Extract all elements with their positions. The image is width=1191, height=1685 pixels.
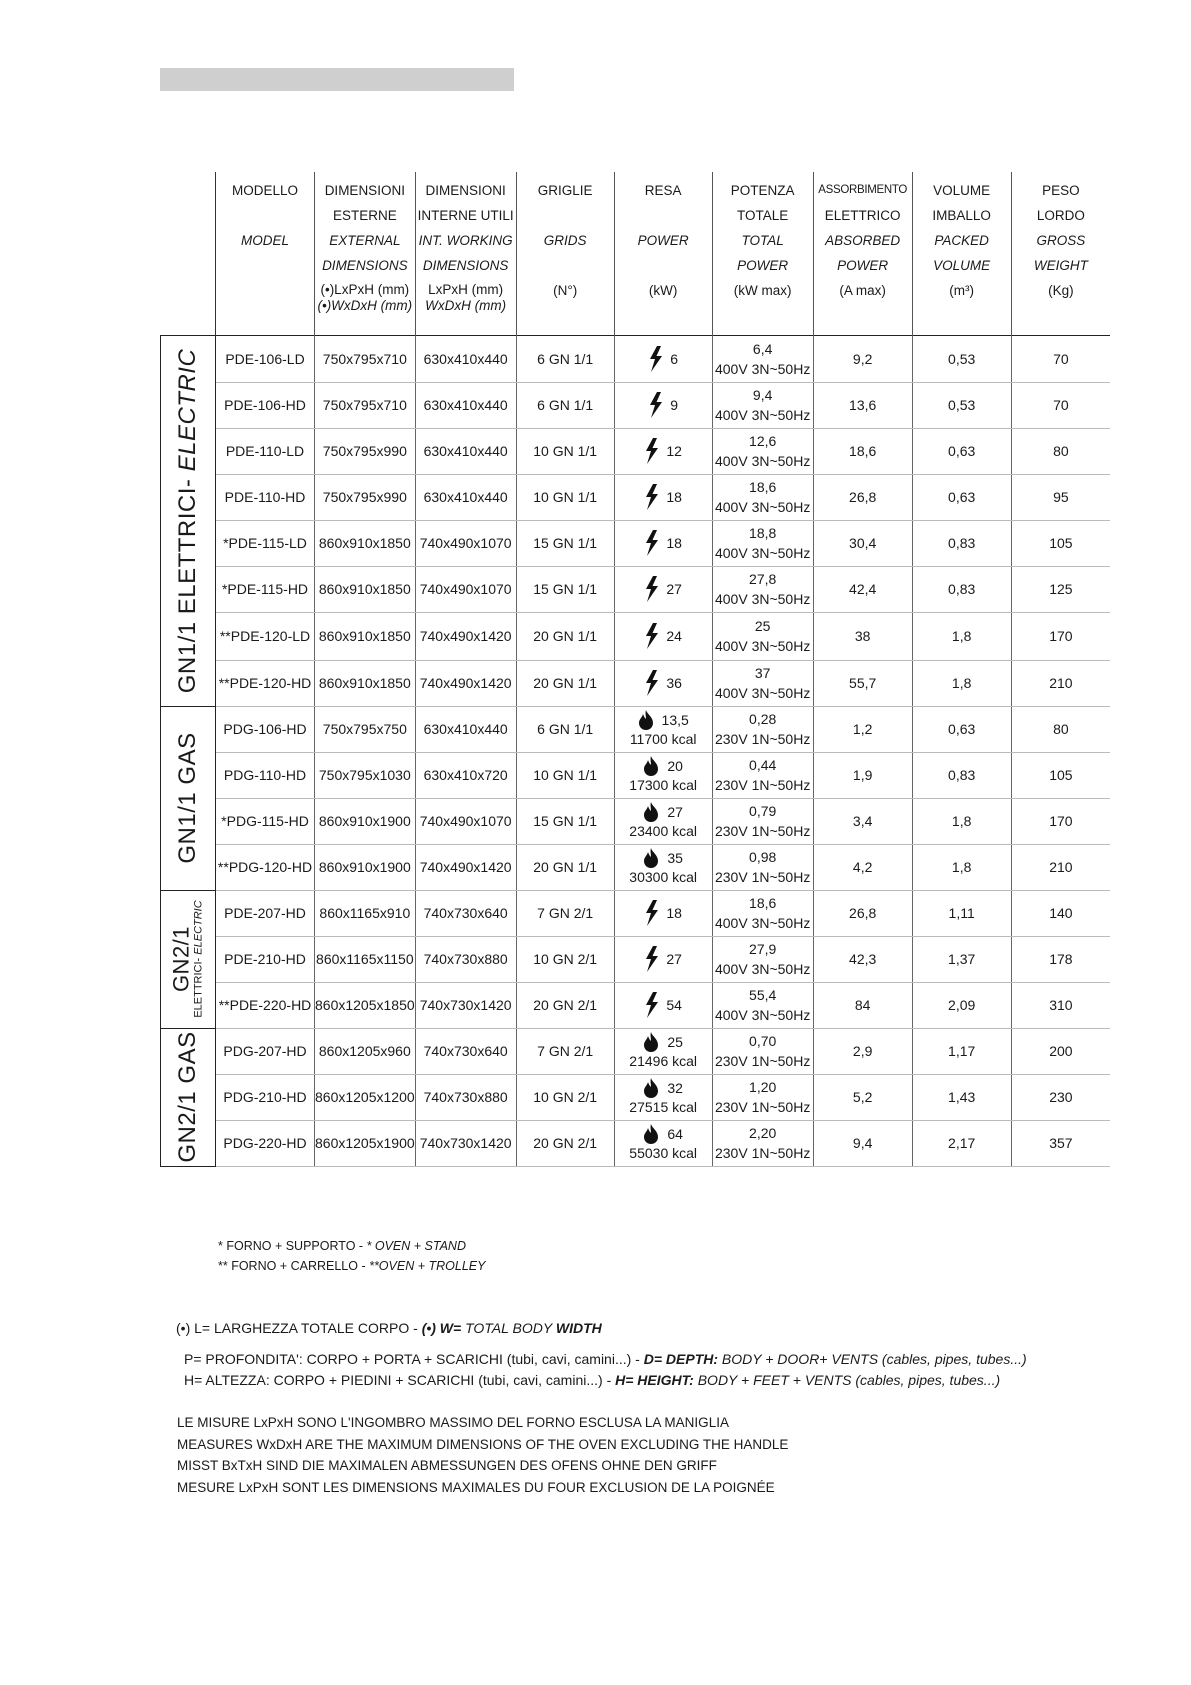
- model-cell: PDE-210-HD: [216, 936, 315, 982]
- int-dim-cell: 630x410x440: [415, 706, 516, 752]
- lightning-bolt-icon: [648, 346, 664, 372]
- absorbed-cell: 55,7: [813, 660, 912, 706]
- table-row: [161, 520, 1111, 566]
- ext-dim-cell: 860x910x1850: [315, 520, 416, 566]
- power-cell: 54: [614, 982, 712, 1028]
- model-cell: **PDE-120-HD: [216, 660, 315, 706]
- power-cell: 27 23400 kcal: [614, 798, 712, 844]
- int-dim-cell: 740x730x1420: [415, 982, 516, 1028]
- int-dim-cell: 740x730x1420: [415, 1120, 516, 1166]
- grids-cell: 10 GN 1/1: [516, 428, 614, 474]
- weight-cell: 200: [1011, 1028, 1110, 1074]
- volume-cell: 1,8: [912, 844, 1011, 890]
- power-cell: 64 55030 kcal: [614, 1120, 712, 1166]
- table-row: [161, 428, 1111, 474]
- section-label: GN2/1 ELETTRICI- ELECTRIC: [161, 890, 216, 1028]
- section-label: GN1/1 GAS: [161, 706, 216, 890]
- weight-cell: 140: [1011, 890, 1110, 936]
- grids-cell: 6 GN 1/1: [516, 382, 614, 428]
- ext-dim-cell: 860x910x1850: [315, 612, 416, 660]
- total-power-cell: 0,70 230V 1N~50Hz: [712, 1028, 813, 1074]
- grids-cell: 20 GN 2/1: [516, 1120, 614, 1166]
- table-row: [161, 1074, 1111, 1120]
- ext-dim-cell: 750x795x710: [315, 335, 416, 382]
- power-cell: 35 30300 kcal: [614, 844, 712, 890]
- absorbed-cell: 42,4: [813, 566, 912, 612]
- grids-cell: 20 GN 1/1: [516, 844, 614, 890]
- table-row: [161, 982, 1111, 1028]
- header-ext-dim: DIMENSIONI ESTERNE EXTERNAL DIMENSIONS (•)LxPxH (mm) (•)WxDxH (mm): [315, 172, 416, 335]
- absorbed-cell: 2,9: [813, 1028, 912, 1074]
- absorbed-cell: 1,2: [813, 706, 912, 752]
- power-cell: 12: [614, 428, 712, 474]
- power-cell: 20 17300 kcal: [614, 752, 712, 798]
- table-row: [161, 660, 1111, 706]
- lightning-bolt-icon: [644, 992, 660, 1018]
- int-dim-cell: 630x410x440: [415, 335, 516, 382]
- flame-icon: [643, 756, 659, 776]
- lightning-bolt-icon: [648, 392, 664, 418]
- absorbed-cell: 9,4: [813, 1120, 912, 1166]
- int-dim-cell: 630x410x440: [415, 428, 516, 474]
- int-dim-cell: 630x410x440: [415, 474, 516, 520]
- weight-cell: 95: [1011, 474, 1110, 520]
- ext-dim-cell: 860x910x1900: [315, 798, 416, 844]
- power-cell: 18: [614, 474, 712, 520]
- int-dim-cell: 740x730x880: [415, 1074, 516, 1120]
- model-cell: **PDG-120-HD: [216, 844, 315, 890]
- volume-cell: 1,8: [912, 798, 1011, 844]
- grids-cell: 10 GN 2/1: [516, 1074, 614, 1120]
- table-row: [161, 1120, 1111, 1166]
- footnotes: [218, 1236, 485, 1276]
- int-dim-cell: 740x490x1420: [415, 844, 516, 890]
- weight-cell: 70: [1011, 382, 1110, 428]
- lightning-bolt-icon: [644, 484, 660, 510]
- section-title-bar: [160, 68, 514, 91]
- model-cell: PDG-220-HD: [216, 1120, 315, 1166]
- int-dim-cell: 740x730x880: [415, 936, 516, 982]
- volume-cell: 1,17: [912, 1028, 1011, 1074]
- weight-cell: 125: [1011, 566, 1110, 612]
- flame-icon: [638, 710, 654, 730]
- power-cell: 9: [614, 382, 712, 428]
- absorbed-cell: 18,6: [813, 428, 912, 474]
- header-blank: [161, 172, 216, 335]
- weight-cell: 210: [1011, 660, 1110, 706]
- total-power-cell: 18,6 400V 3N~50Hz: [712, 474, 813, 520]
- int-dim-cell: 740x490x1420: [415, 612, 516, 660]
- volume-cell: 1,11: [912, 890, 1011, 936]
- lightning-bolt-icon: [644, 946, 660, 972]
- volume-cell: 0,83: [912, 566, 1011, 612]
- grids-cell: 6 GN 1/1: [516, 706, 614, 752]
- grids-cell: 15 GN 1/1: [516, 566, 614, 612]
- total-power-cell: 9,4 400V 3N~50Hz: [712, 382, 813, 428]
- power-cell: 18: [614, 890, 712, 936]
- table-row: [161, 382, 1111, 428]
- header-grids: GRIGLIE GRIDS (N°): [516, 172, 614, 335]
- table-row: [161, 890, 1111, 936]
- lightning-bolt-icon: [644, 438, 660, 464]
- volume-cell: 1,37: [912, 936, 1011, 982]
- footnote-oven-stand: * FORNO + SUPPORTO - * OVEN + STAND: [218, 1239, 466, 1253]
- ext-dim-cell: 860x1205x1900: [315, 1120, 416, 1166]
- total-power-cell: 18,8 400V 3N~50Hz: [712, 520, 813, 566]
- table-row: [161, 474, 1111, 520]
- int-dim-cell: 740x730x640: [415, 890, 516, 936]
- lightning-bolt-icon: [644, 623, 660, 649]
- absorbed-cell: 4,2: [813, 844, 912, 890]
- lightning-bolt-icon: [644, 530, 660, 556]
- weight-cell: 105: [1011, 520, 1110, 566]
- ext-dim-cell: 860x1205x1850: [315, 982, 416, 1028]
- model-cell: PDE-207-HD: [216, 890, 315, 936]
- int-dim-cell: 740x490x1070: [415, 520, 516, 566]
- lightning-bolt-icon: [644, 670, 660, 696]
- ext-dim-cell: 860x910x1900: [315, 844, 416, 890]
- ext-dim-cell: 860x1165x910: [315, 890, 416, 936]
- total-power-cell: 37 400V 3N~50Hz: [712, 660, 813, 706]
- volume-cell: 0,53: [912, 335, 1011, 382]
- int-dim-cell: 740x730x640: [415, 1028, 516, 1074]
- flame-icon: [643, 848, 659, 868]
- power-cell: 36: [614, 660, 712, 706]
- legend-width: (•) L= LARGHEZZA TOTALE CORPO - (•) W= TOTAL BODY WIDTH: [176, 1320, 602, 1336]
- footer-line-de: MISST BxTxH SIND DIE MAXIMALEN ABMESSUNGEN DES OFENS OHNE DEN GRIFF: [177, 1458, 717, 1473]
- volume-cell: 0,83: [912, 520, 1011, 566]
- volume-cell: 0,63: [912, 474, 1011, 520]
- section-label: GN2/1 GAS: [161, 1028, 216, 1166]
- table-row: [161, 612, 1111, 660]
- ext-dim-cell: 860x1205x960: [315, 1028, 416, 1074]
- flame-icon: [643, 1032, 659, 1052]
- total-power-cell: 27,9 400V 3N~50Hz: [712, 936, 813, 982]
- legend-depth: P= PROFONDITA': CORPO + PORTA + SCARICHI (tubi, cavi, camini...) - D= DEPTH: BODY + DOOR+ VENTS (cables, pipes, tubes...): [184, 1351, 1027, 1367]
- table-row: [161, 706, 1111, 752]
- int-dim-cell: 630x410x440: [415, 382, 516, 428]
- volume-cell: 0,63: [912, 706, 1011, 752]
- ext-dim-cell: 860x1165x1150: [315, 936, 416, 982]
- grids-cell: 20 GN 2/1: [516, 982, 614, 1028]
- section-label: GN1/1 ELETTRICI- ELECTRIC: [161, 335, 216, 706]
- model-cell: PDG-106-HD: [216, 706, 315, 752]
- grids-cell: 15 GN 1/1: [516, 520, 614, 566]
- power-cell: 27: [614, 936, 712, 982]
- flame-icon: [643, 1124, 659, 1144]
- power-cell: 27: [614, 566, 712, 612]
- weight-cell: 178: [1011, 936, 1110, 982]
- absorbed-cell: 26,8: [813, 890, 912, 936]
- total-power-cell: 0,79 230V 1N~50Hz: [712, 798, 813, 844]
- total-power-cell: 6,4 400V 3N~50Hz: [712, 335, 813, 382]
- model-cell: *PDE-115-LD: [216, 520, 315, 566]
- absorbed-cell: 5,2: [813, 1074, 912, 1120]
- footer-line-en: MEASURES WxDxH ARE THE MAXIMUM DIMENSIONS OF THE OVEN EXCLUDING THE HANDLE: [177, 1436, 789, 1452]
- model-cell: PDE-106-HD: [216, 382, 315, 428]
- header-int-dim: DIMENSIONI INTERNE UTILI INT. WORKING DIMENSIONS LxPxH (mm) WxDxH (mm): [415, 172, 516, 335]
- spec-table: [160, 172, 1110, 1167]
- grids-cell: 15 GN 1/1: [516, 798, 614, 844]
- model-cell: PDG-207-HD: [216, 1028, 315, 1074]
- volume-cell: 0,63: [912, 428, 1011, 474]
- model-cell: PDE-110-LD: [216, 428, 315, 474]
- weight-cell: 357: [1011, 1120, 1110, 1166]
- absorbed-cell: 42,3: [813, 936, 912, 982]
- power-cell: 6: [614, 335, 712, 382]
- power-cell: 24: [614, 612, 712, 660]
- absorbed-cell: 30,4: [813, 520, 912, 566]
- weight-cell: 80: [1011, 706, 1110, 752]
- power-cell: 32 27515 kcal: [614, 1074, 712, 1120]
- total-power-cell: 0,28 230V 1N~50Hz: [712, 706, 813, 752]
- legend-height: H= ALTEZZA: CORPO + PIEDINI + SCARICHI (tubi, cavi, camini...) - H= HEIGHT: BODY + FEET + VENTS (cables, pipes, tubes...): [184, 1372, 1001, 1388]
- table-row: [161, 752, 1111, 798]
- volume-cell: 2,17: [912, 1120, 1011, 1166]
- weight-cell: 170: [1011, 798, 1110, 844]
- model-cell: **PDE-120-LD: [216, 612, 315, 660]
- absorbed-cell: 38: [813, 612, 912, 660]
- ext-dim-cell: 750x795x750: [315, 706, 416, 752]
- table-row: [161, 1028, 1111, 1074]
- flame-icon: [643, 802, 659, 822]
- absorbed-cell: 84: [813, 982, 912, 1028]
- grids-cell: 7 GN 2/1: [516, 1028, 614, 1074]
- absorbed-cell: 13,6: [813, 382, 912, 428]
- model-cell: **PDE-220-HD: [216, 982, 315, 1028]
- ext-dim-cell: 750x795x710: [315, 382, 416, 428]
- weight-cell: 80: [1011, 428, 1110, 474]
- volume-cell: 0,83: [912, 752, 1011, 798]
- weight-cell: 105: [1011, 752, 1110, 798]
- model-cell: PDE-110-HD: [216, 474, 315, 520]
- total-power-cell: 0,98 230V 1N~50Hz: [712, 844, 813, 890]
- grids-cell: 10 GN 1/1: [516, 474, 614, 520]
- header-power: RESA POWER (kW): [614, 172, 712, 335]
- power-cell: 18: [614, 520, 712, 566]
- footer-line-fr: MESURE LxPxH SONT LES DIMENSIONS MAXIMALES DU FOUR EXCLUSION DE LA POIGNÉE: [177, 1479, 775, 1495]
- lightning-bolt-icon: [644, 576, 660, 602]
- footnote-oven-trolley: ** FORNO + CARRELLO - **OVEN + TROLLEY: [218, 1259, 486, 1273]
- table-row: [161, 566, 1111, 612]
- volume-cell: 1,8: [912, 612, 1011, 660]
- model-cell: *PDG-115-HD: [216, 798, 315, 844]
- int-dim-cell: 630x410x720: [415, 752, 516, 798]
- weight-cell: 210: [1011, 844, 1110, 890]
- lightning-bolt-icon: [644, 900, 660, 926]
- footer-line-it: LE MISURE LxPxH SONO L'INGOMBRO MASSIMO DEL FORNO ESCLUSA LA MANIGLIA: [177, 1415, 729, 1430]
- total-power-cell: 0,44 230V 1N~50Hz: [712, 752, 813, 798]
- header-row: [161, 172, 1111, 335]
- grids-cell: 6 GN 1/1: [516, 335, 614, 382]
- total-power-cell: 2,20 230V 1N~50Hz: [712, 1120, 813, 1166]
- footer-notes: [177, 1412, 788, 1498]
- flame-icon: [643, 1078, 659, 1098]
- model-cell: PDE-106-LD: [216, 335, 315, 382]
- ext-dim-cell: 750x795x990: [315, 474, 416, 520]
- grids-cell: 10 GN 2/1: [516, 936, 614, 982]
- weight-cell: 230: [1011, 1074, 1110, 1120]
- volume-cell: 1,43: [912, 1074, 1011, 1120]
- model-cell: PDG-110-HD: [216, 752, 315, 798]
- total-power-cell: 1,20 230V 1N~50Hz: [712, 1074, 813, 1120]
- ext-dim-cell: 860x910x1850: [315, 660, 416, 706]
- total-power-cell: 27,8 400V 3N~50Hz: [712, 566, 813, 612]
- power-cell: 13,5 11700 kcal: [614, 706, 712, 752]
- power-cell: 25 21496 kcal: [614, 1028, 712, 1074]
- weight-cell: 170: [1011, 612, 1110, 660]
- table-row: [161, 844, 1111, 890]
- grids-cell: 10 GN 1/1: [516, 752, 614, 798]
- model-cell: PDG-210-HD: [216, 1074, 315, 1120]
- volume-cell: 1,8: [912, 660, 1011, 706]
- ext-dim-cell: 750x795x990: [315, 428, 416, 474]
- absorbed-cell: 26,8: [813, 474, 912, 520]
- ext-dim-cell: 860x910x1850: [315, 566, 416, 612]
- header-absorbed: ASSORBIMENTO ELETTRICO ABSORBED POWER (A max): [813, 172, 912, 335]
- table-body: [161, 335, 1111, 1166]
- total-power-cell: 25 400V 3N~50Hz: [712, 612, 813, 660]
- weight-cell: 310: [1011, 982, 1110, 1028]
- total-power-cell: 55,4 400V 3N~50Hz: [712, 982, 813, 1028]
- header-weight: PESO LORDO GROSS WEIGHT (Kg): [1033, 183, 1088, 298]
- absorbed-cell: 3,4: [813, 798, 912, 844]
- header-model: MODELLO MODEL: [216, 172, 315, 335]
- ext-dim-cell: 860x1205x1200: [315, 1074, 416, 1120]
- header-total-power: POTENZA TOTALE TOTAL POWER (kW max): [712, 172, 813, 335]
- grids-cell: 7 GN 2/1: [516, 890, 614, 936]
- table-row: [161, 335, 1111, 382]
- absorbed-cell: 9,2: [813, 335, 912, 382]
- total-power-cell: 18,6 400V 3N~50Hz: [712, 890, 813, 936]
- grids-cell: 20 GN 1/1: [516, 612, 614, 660]
- ext-dim-cell: 750x795x1030: [315, 752, 416, 798]
- volume-cell: 2,09: [912, 982, 1011, 1028]
- table-row: [161, 936, 1111, 982]
- volume-cell: 0,53: [912, 382, 1011, 428]
- int-dim-cell: 740x490x1070: [415, 798, 516, 844]
- int-dim-cell: 740x490x1420: [415, 660, 516, 706]
- table-row: [161, 798, 1111, 844]
- absorbed-cell: 1,9: [813, 752, 912, 798]
- model-cell: *PDE-115-HD: [216, 566, 315, 612]
- weight-cell: 70: [1011, 335, 1110, 382]
- total-power-cell: 12,6 400V 3N~50Hz: [712, 428, 813, 474]
- grids-cell: 20 GN 1/1: [516, 660, 614, 706]
- header-volume: VOLUME IMBALLO PACKED VOLUME (m³): [912, 172, 1011, 335]
- int-dim-cell: 740x490x1070: [415, 566, 516, 612]
